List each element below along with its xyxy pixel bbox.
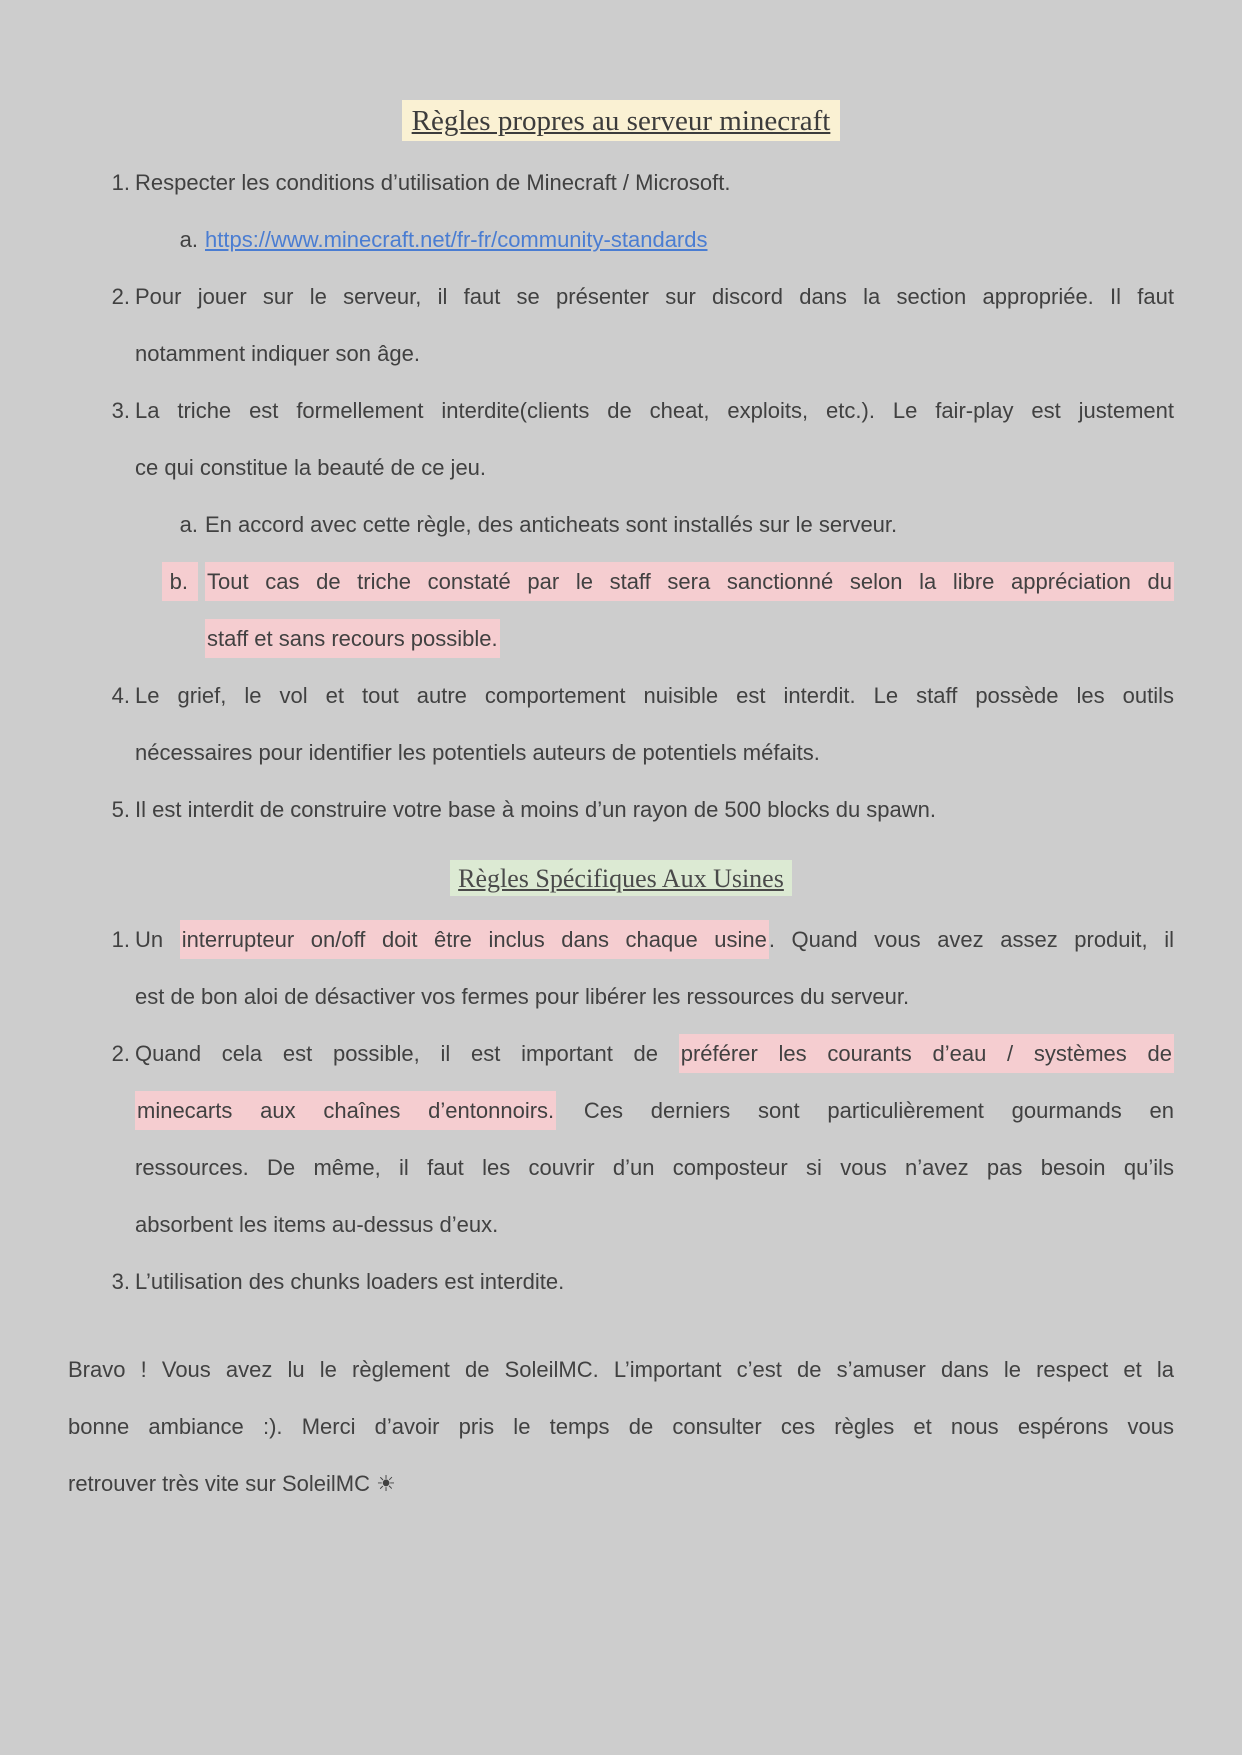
rule-item-3b-marker: b. <box>68 553 198 610</box>
rule-item-3a-marker: a. <box>179 512 198 537</box>
rule-item-1 <box>68 154 1174 211</box>
highlighted-text: Tout cas de triche constaté par le staff sera sanctionné selon la libre appréciation du <box>205 562 1174 601</box>
community-standards-link[interactable]: https://www.minecraft.net/fr-fr/community-standards <box>205 227 708 252</box>
rule-item-5-marker: 5. <box>111 797 130 822</box>
rule-item-2 <box>68 268 1174 382</box>
rule-item-2-text: Pour jouer sur le serveur, il faut se présenter sur discord dans la section appropriée. Il faut notamment indiquer son âge. <box>135 284 1174 366</box>
rule-item-1-marker: 1. <box>111 170 130 195</box>
usine-rule-1-marker: 1. <box>111 927 130 952</box>
highlighted-text: interrupteur on/off doit être inclus dans chaque usine <box>180 920 769 959</box>
usine-rule-2-marker: 2. <box>111 1041 130 1066</box>
usine-rule-3-text: L’utilisation des chunks loaders est interdite. <box>135 1269 565 1294</box>
rule-item-3-marker: 3. <box>111 398 130 423</box>
rule-item-1a <box>68 211 1174 268</box>
rule-item-4-marker: 4. <box>111 683 130 708</box>
closing-paragraph: Bravo ! Vous avez lu le règlement de SoleilMC. L’important c’est de s’amuser dans le respect et la bonne ambiance :). Merci d’avoir pris le temps de consulter ces règles et nous espérons vous retrouver très vite sur SoleilMC ☀ <box>68 1357 1174 1496</box>
usine-rule-3 <box>68 1253 1174 1310</box>
usine-rule-2 <box>68 1025 1174 1253</box>
section-title-line <box>68 850 1174 911</box>
rule-item-2-marker: 2. <box>111 284 130 309</box>
rule-item-3 <box>68 382 1174 496</box>
highlighted-text: minecarts aux chaînes d’entonnoirs. <box>135 1091 556 1130</box>
rule-item-3a-text: En accord avec cette règle, des anticheats sont installés sur le serveur. <box>205 512 898 537</box>
usine-rule-2-text: Quand cela est possible, il est important de préférer les courants d’eau / systèmes de minecarts aux chaînes d’entonnoirs. Ces derniers sont particulièrement gourmands en ressources. De même, il faut les couvrir d’un composteur si vous n’avez pas besoin qu’ils absorbent les items au-dessus d’eux. <box>135 1025 1174 1253</box>
rule-item-3a <box>68 496 1174 553</box>
rule-item-3b-text <box>205 553 1174 667</box>
rule-item-1-text: Respecter les conditions d’utilisation de Minecraft / Microsoft. <box>135 170 731 195</box>
usine-rule-1-text: Un interrupteur on/off doit être inclus dans chaque usine. Quand vous avez assez produit, il est de bon aloi de désactiver vos fermes pour libérer les ressources du serveur. <box>135 911 1174 1025</box>
main-title: Règles propres au serveur minecraft <box>402 100 841 141</box>
sun-icon: ☀ <box>376 1471 396 1496</box>
rule-item-1a-marker: a. <box>179 227 198 252</box>
rule-item-3-text: La triche est formellement interdite(clients de cheat, exploits, etc.). Le fair-play est justement ce qui constitue la beauté de ce jeu. <box>135 398 1174 480</box>
rule-item-3b <box>68 553 1174 667</box>
rule-item-5 <box>68 781 1174 838</box>
main-title-line <box>68 93 1174 154</box>
usine-rule-1 <box>68 911 1174 1025</box>
rule-item-4 <box>68 667 1174 781</box>
usine-rule-3-marker: 3. <box>111 1269 130 1294</box>
section-title-usines: Règles Spécifiques Aux Usines <box>450 860 792 896</box>
rule-item-5-text: Il est interdit de construire votre base à moins d’un rayon de 500 blocks du spawn. <box>135 797 937 822</box>
rule-item-4-text: Le grief, le vol et tout autre comportement nuisible est interdit. Le staff possède les outils nécessaires pour identifier les potentiels auteurs de potentiels méfaits. <box>135 683 1174 765</box>
highlighted-text: préférer les courants d’eau / systèmes de <box>679 1034 1174 1073</box>
highlighted-text: staff et sans recours possible. <box>205 619 500 658</box>
